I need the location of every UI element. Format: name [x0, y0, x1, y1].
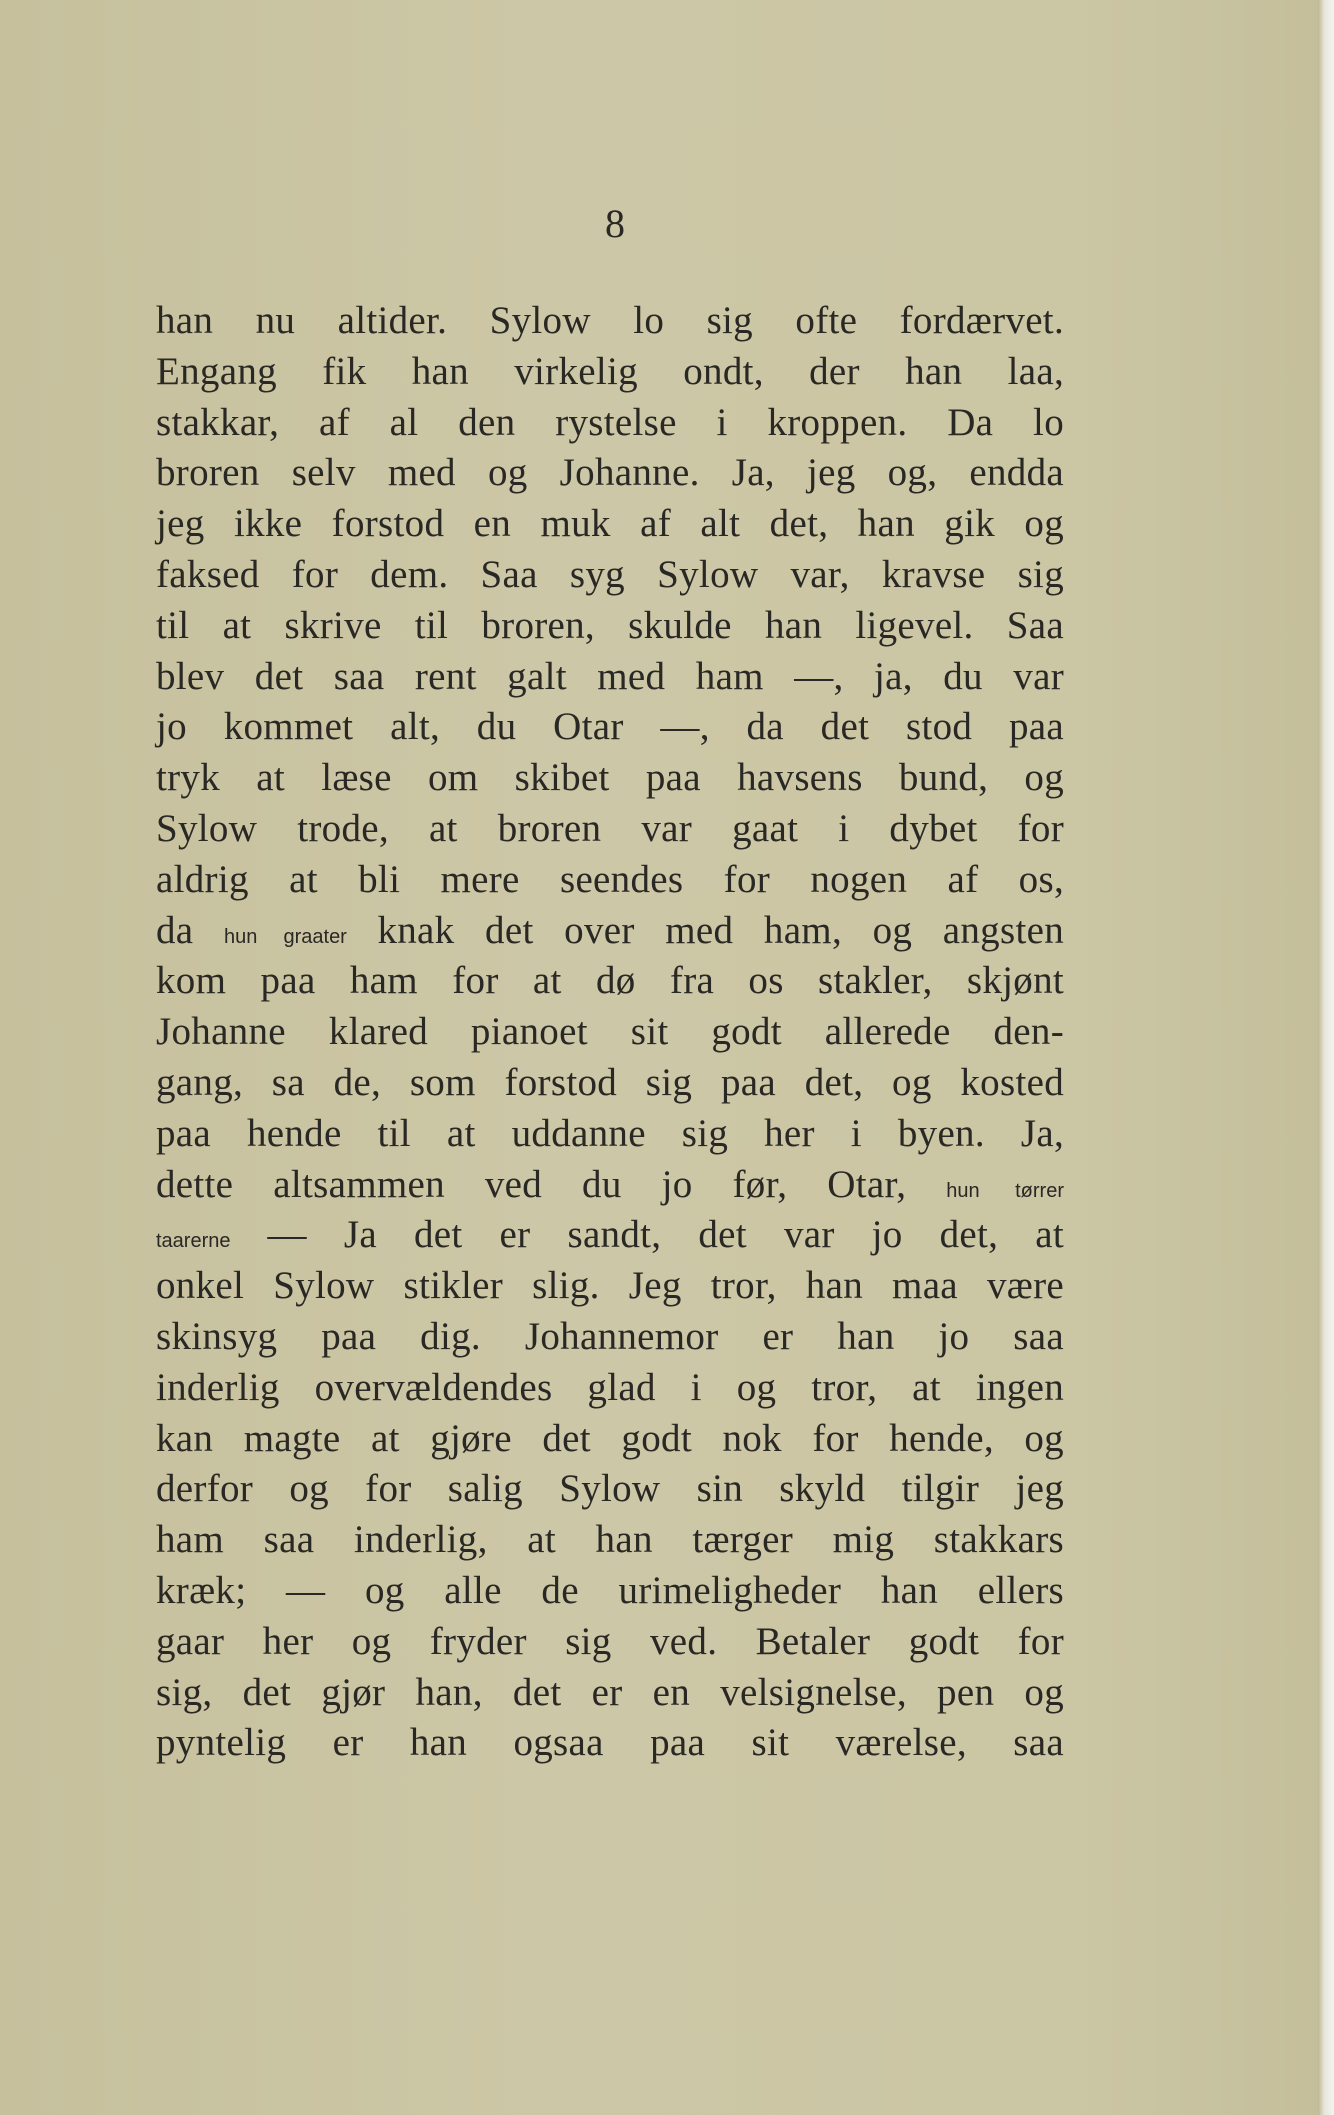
stage-direction: hun graater	[224, 925, 347, 948]
text-line: til at skrive til broren, skulde han ligevel. Saa	[156, 603, 1064, 647]
body-text	[156, 296, 1064, 1769]
text-line: kræk; — og alle de urimeligheder han ellers	[156, 1568, 1064, 1612]
text-line: skinsyg paa dig. Johannemor er han jo saa	[156, 1314, 1064, 1358]
text-line: pyntelig er han ogsaa paa sit værelse, saa	[156, 1721, 1064, 1765]
text-line: tryk at læse om skibet paa havsens bund, og	[156, 756, 1064, 800]
page-number: 8	[605, 201, 625, 246]
text-line: jeg ikke forstod en muk af alt det, han gik og	[156, 502, 1064, 546]
page-edge	[1318, 0, 1334, 2115]
text-line: gang, sa de, som forstod sig paa det, og kosted	[156, 1060, 1064, 1104]
text-segment: — Ja det er sandt, det var jo det, at	[267, 1213, 1064, 1257]
stage-direction: hun tørrer	[946, 1179, 1064, 1202]
text-line: stakkar, af al den rystelse i kroppen. Da lo	[156, 400, 1064, 444]
text-line: Sylow trode, at broren var gaat i dybet for	[156, 806, 1064, 850]
text-line: broren selv med og Johanne. Ja, jeg og, endda	[156, 451, 1064, 495]
text-line: faksed for dem. Saa syg Sylow var, kravse sig	[156, 552, 1064, 596]
text-segment: knak det over med ham, og angsten	[377, 908, 1064, 952]
text-line: Johanne klared pianoet sit godt allerede den-	[156, 1010, 1064, 1054]
text-line: kan magte at gjøre det godt nok for hende, og	[156, 1416, 1064, 1460]
text-line: onkel Sylow stikler slig. Jeg tror, han maa være	[156, 1264, 1064, 1308]
text-line: derfor og for salig Sylow sin skyld tilgir jeg	[156, 1467, 1064, 1511]
text-line: sig, det gjør han, det er en velsignelse, pen og	[156, 1670, 1064, 1714]
text-line: paa hende til at uddanne sig her i byen. Ja,	[156, 1111, 1064, 1155]
text-line-with-stage-direction	[156, 906, 1064, 957]
text-line: blev det saa rent galt med ham —, ja, du var	[156, 654, 1064, 698]
text-line: gaar her og fryder sig ved. Betaler godt for	[156, 1619, 1064, 1663]
text-line-with-stage-direction	[156, 1210, 1064, 1261]
text-line: ham saa inderlig, at han tærger mig stakkars	[156, 1518, 1064, 1562]
text-line: kom paa ham for at dø fra os stakler, skjønt	[156, 959, 1064, 1003]
text-line: aldrig at bli mere seendes for nogen af os,	[156, 857, 1064, 901]
text-line-with-stage-direction	[156, 1160, 1064, 1211]
text-segment: da	[156, 908, 194, 952]
text-segment: dette altsammen ved du jo før, Otar,	[156, 1162, 907, 1206]
text-line: han nu altider. Sylow lo sig ofte fordærvet.	[156, 299, 1064, 342]
stage-direction: taarerne	[156, 1230, 231, 1253]
text-line: inderlig overvældendes glad i og tror, at ingen	[156, 1365, 1064, 1409]
text-line: jo kommet alt, du Otar —, da det stod paa	[156, 705, 1064, 749]
text-line: Engang fik han virkelig ondt, der han laa,	[156, 349, 1064, 393]
